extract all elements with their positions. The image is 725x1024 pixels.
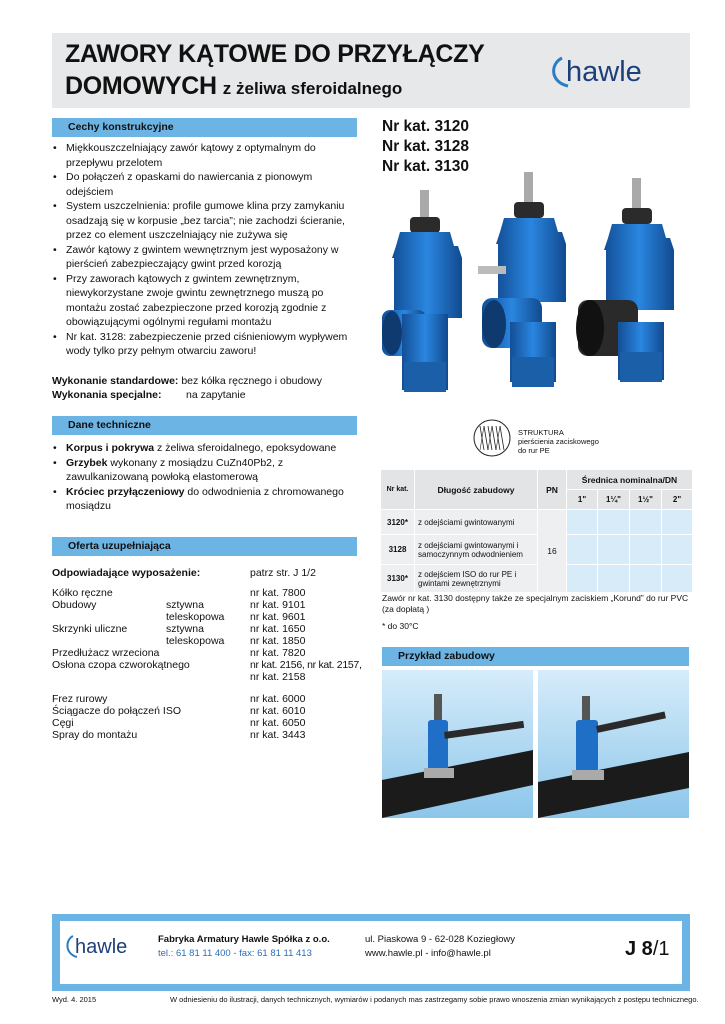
dn-cell xyxy=(630,565,662,593)
accessory-code: nr kat. 1650 xyxy=(250,623,306,635)
dn-cell xyxy=(567,510,598,535)
accessory-code: nr kat. 1850 xyxy=(250,635,306,647)
accessory-row xyxy=(52,611,372,623)
standard-version xyxy=(52,375,322,387)
col-header-pn: PN xyxy=(538,470,567,510)
accessory-name: Cęgi xyxy=(52,717,74,729)
features-list xyxy=(52,141,362,359)
accessory-name: Frez rurowy xyxy=(52,693,108,705)
dn-cell xyxy=(630,535,662,565)
accessory-row xyxy=(52,599,372,611)
company-web-link[interactable]: www.hawle.pl - info@hawle.pl xyxy=(365,948,491,959)
technical-list xyxy=(52,441,362,514)
accessory-name: Przedłużacz wrzeciona xyxy=(52,647,160,659)
dn-size: 1¼" xyxy=(598,490,630,510)
accessory-name: Kółko ręczne xyxy=(52,587,113,599)
section-header-offer xyxy=(52,537,357,556)
dn-cell xyxy=(567,565,598,593)
catalog-number-3130: Nr kat. 3130 xyxy=(382,158,470,175)
col-header-nr: Nr kat. xyxy=(381,470,415,510)
dn-cell xyxy=(598,510,630,535)
accessory-name: Ściągacze do połączeń ISO xyxy=(52,705,181,717)
logo-text: hawle xyxy=(566,56,642,88)
pn-value: 16 xyxy=(538,510,567,593)
special-value: na zapytanie xyxy=(186,389,246,401)
catalog-number-3120: Nr kat. 3120 xyxy=(382,118,470,135)
accessory-variant: teleskopowa xyxy=(166,635,225,647)
page-number-sub: /1 xyxy=(652,938,670,960)
accessory-code: nr kat. 6010 xyxy=(250,705,306,717)
accessory-variant: teleskopowa xyxy=(166,611,225,623)
special-version xyxy=(52,389,246,401)
accessory-code: nr kat. 6050 xyxy=(250,717,306,729)
dn-size: 1" xyxy=(567,490,598,510)
dn-cell xyxy=(630,510,662,535)
page-title-line2 xyxy=(65,72,402,101)
installation-photo-1 xyxy=(382,670,533,818)
page-title-main: DOMOWYCH xyxy=(65,72,217,100)
dn-cell xyxy=(567,535,598,565)
accessory-row xyxy=(52,705,372,717)
list-item: • Miękkouszczelniający zawór kątowy z optymalnym do przepływu przelotem xyxy=(52,141,362,170)
structure-note xyxy=(518,428,599,455)
accessory-row xyxy=(52,587,372,599)
accessory-code: nr kat. 7800 xyxy=(250,587,306,599)
company-phones: tel.: 61 81 11 400 - fax: 61 81 11 413 xyxy=(158,948,312,959)
accessory-row xyxy=(52,635,372,647)
section-header-installation xyxy=(382,647,689,666)
row-nr: 3130* xyxy=(381,565,415,593)
spec-table xyxy=(380,469,693,593)
hawle-logo xyxy=(548,50,678,92)
product-valves-image xyxy=(382,172,697,397)
row-desc: z odejściami gwintowanymi xyxy=(415,510,538,535)
list-item: • Do połączeń z opaskami do nawiercania z pionowym odejściem xyxy=(52,170,362,199)
edition: Wyd. 4. 2015 xyxy=(52,995,97,1004)
accessory-variant: sztywna xyxy=(166,599,204,611)
row-desc: z odejściem ISO do rur PE i gwintami zewnętrznymi xyxy=(415,565,538,593)
accessory-row xyxy=(52,647,372,659)
accessories-list xyxy=(52,587,372,741)
item-text: z żeliwa sferoidalnego, epoksydowane xyxy=(154,442,337,454)
page-number xyxy=(625,938,670,961)
item-bold: Króciec przyłączeniowy xyxy=(66,485,185,498)
accessory-code: nr kat. 9101 xyxy=(250,599,306,611)
table-note: Zawór nr kat. 3130 dostępny także ze specjalnym zaciskiem „Korund” do rur PVC (za dopłatą ) xyxy=(382,593,689,614)
accessory-name: Osłona czopa czworokątnego xyxy=(52,659,190,671)
col-header-length: Długość zabudowy xyxy=(415,470,538,510)
dn-cell xyxy=(598,535,630,565)
list-item xyxy=(52,485,362,514)
dn-cell xyxy=(662,510,693,535)
page-number-main: J 8 xyxy=(625,938,653,960)
footer-logo-text: hawle xyxy=(75,936,128,958)
section-header-technical xyxy=(52,416,357,435)
accessory-name: Spray do montażu xyxy=(52,729,138,741)
dn-size: 2" xyxy=(662,490,693,510)
row-nr: 3128 xyxy=(381,535,415,565)
clamp-ring-structure-icon xyxy=(472,418,512,458)
accessory-variant: sztywna xyxy=(166,623,204,635)
dn-cell xyxy=(598,565,630,593)
disclaimer: W odniesieniu do ilustracji, danych technicznych, wymiarów i podanych mas zastrzegamy sobie prawo wnoszenia zmian wynikających z postępu technicznego. xyxy=(170,995,699,1004)
catalog-number-3128: Nr kat. 3128 xyxy=(382,138,470,155)
section-title: Oferta uzupełniająca xyxy=(68,540,171,552)
item-text: do odwodnienia z chromowanego mosiądzu xyxy=(66,485,344,512)
accessory-row xyxy=(52,623,372,635)
row-desc: z odejściami gwintowanymi i samoczynnym odwodnieniem xyxy=(415,535,538,565)
structure-note-line: pierścienia zaciskowego xyxy=(518,437,599,446)
accessory-row xyxy=(52,693,372,705)
accessory-row xyxy=(52,729,372,741)
section-title: Cechy konstrukcyjne xyxy=(68,121,174,133)
list-item xyxy=(52,456,362,485)
list-item: • System uszczelnienia: profile gumowe klina przy zamykaniu osadzają się w korpusie „bez tarcia”; nie zachodzi ścieranie, przez co element uszczelniający nie zużywa się xyxy=(52,199,362,243)
footer-logo xyxy=(64,930,144,962)
standard-value: bez kółka ręcznego i obudowy xyxy=(181,375,323,387)
row-nr: 3120* xyxy=(381,510,415,535)
list-item: • Zawór kątowy z gwintem wewnętrznym jest wyposażony w pierścień zabezpieczający gwint przed korozją xyxy=(52,243,362,272)
list-item xyxy=(52,441,362,456)
accessory-row xyxy=(52,671,372,683)
accessory-code: nr kat. 6000 xyxy=(250,693,306,705)
item-bold: Grzybek xyxy=(66,456,108,469)
dn-size: 1½" xyxy=(630,490,662,510)
structure-note-line: do rur PE xyxy=(518,446,550,455)
item-bold: Korpus i pokrywa xyxy=(66,442,155,454)
accessory-code: nr kat. 9601 xyxy=(250,611,306,623)
accessory-row xyxy=(52,717,372,729)
company-name: Fabryka Armatury Hawle Spółka z o.o. xyxy=(158,934,330,945)
accessory-row xyxy=(52,659,372,671)
accessories-ref: patrz str. J 1/2 xyxy=(250,567,316,579)
accessory-name: Skrzynki uliczne xyxy=(52,623,128,635)
accessory-code: nr kat. 2158 xyxy=(250,671,306,683)
accessory-name: Obudowy xyxy=(52,599,97,611)
dn-cell xyxy=(662,535,693,565)
temperature-note: * do 30°C xyxy=(382,621,419,631)
section-header-features xyxy=(52,118,357,137)
standard-label: Wykonanie standardowe: xyxy=(52,375,179,387)
table-row xyxy=(381,565,693,593)
accessory-code: nr kat. 3443 xyxy=(250,729,306,741)
special-label: Wykonania specjalne: xyxy=(52,389,162,401)
structure-note-line: STRUKTURA xyxy=(518,428,564,437)
accessories-label: Odpowiadające wyposażenie: xyxy=(52,567,201,579)
accessory-code: nr kat. 7820 xyxy=(250,647,306,659)
table-row xyxy=(381,535,693,565)
list-item: • Nr kat. 3128: zabezpieczenie przed ciśnieniowym wypływem wody tylko przy pełnym otwarciu zaworu! xyxy=(52,330,362,359)
dn-cell xyxy=(662,565,693,593)
page-subtitle: z żeliwa sferoidalnego xyxy=(222,79,403,98)
section-title: Dane techniczne xyxy=(68,419,151,431)
company-address: ul. Piaskowa 9 - 62-028 Koziegłowy xyxy=(365,934,515,945)
list-item: • Przy zaworach kątowych z gwintem zewnętrznym, niewykorzystane zwoje gwintu zewnętrznego muszą po montażu zostać zabezpieczone przed korozją zgodnie z obowiązującymi ogólnymi regułami montażu xyxy=(52,272,362,330)
installation-photo-2 xyxy=(538,670,689,818)
col-header-dn: Średnica nominalna/DN xyxy=(567,470,693,490)
table-row xyxy=(381,510,693,535)
page-title-line1: ZAWORY KĄTOWE DO PRZYŁĄCZY xyxy=(65,40,485,68)
accessory-code: nr kat. 2156, nr kat. 2157, xyxy=(250,659,362,671)
section-title: Przykład zabudowy xyxy=(398,650,495,662)
item-text: wykonany z mosiądzu CuZn40Pb2, z zawulkanizowaną powłoką elastomerową xyxy=(66,456,284,483)
